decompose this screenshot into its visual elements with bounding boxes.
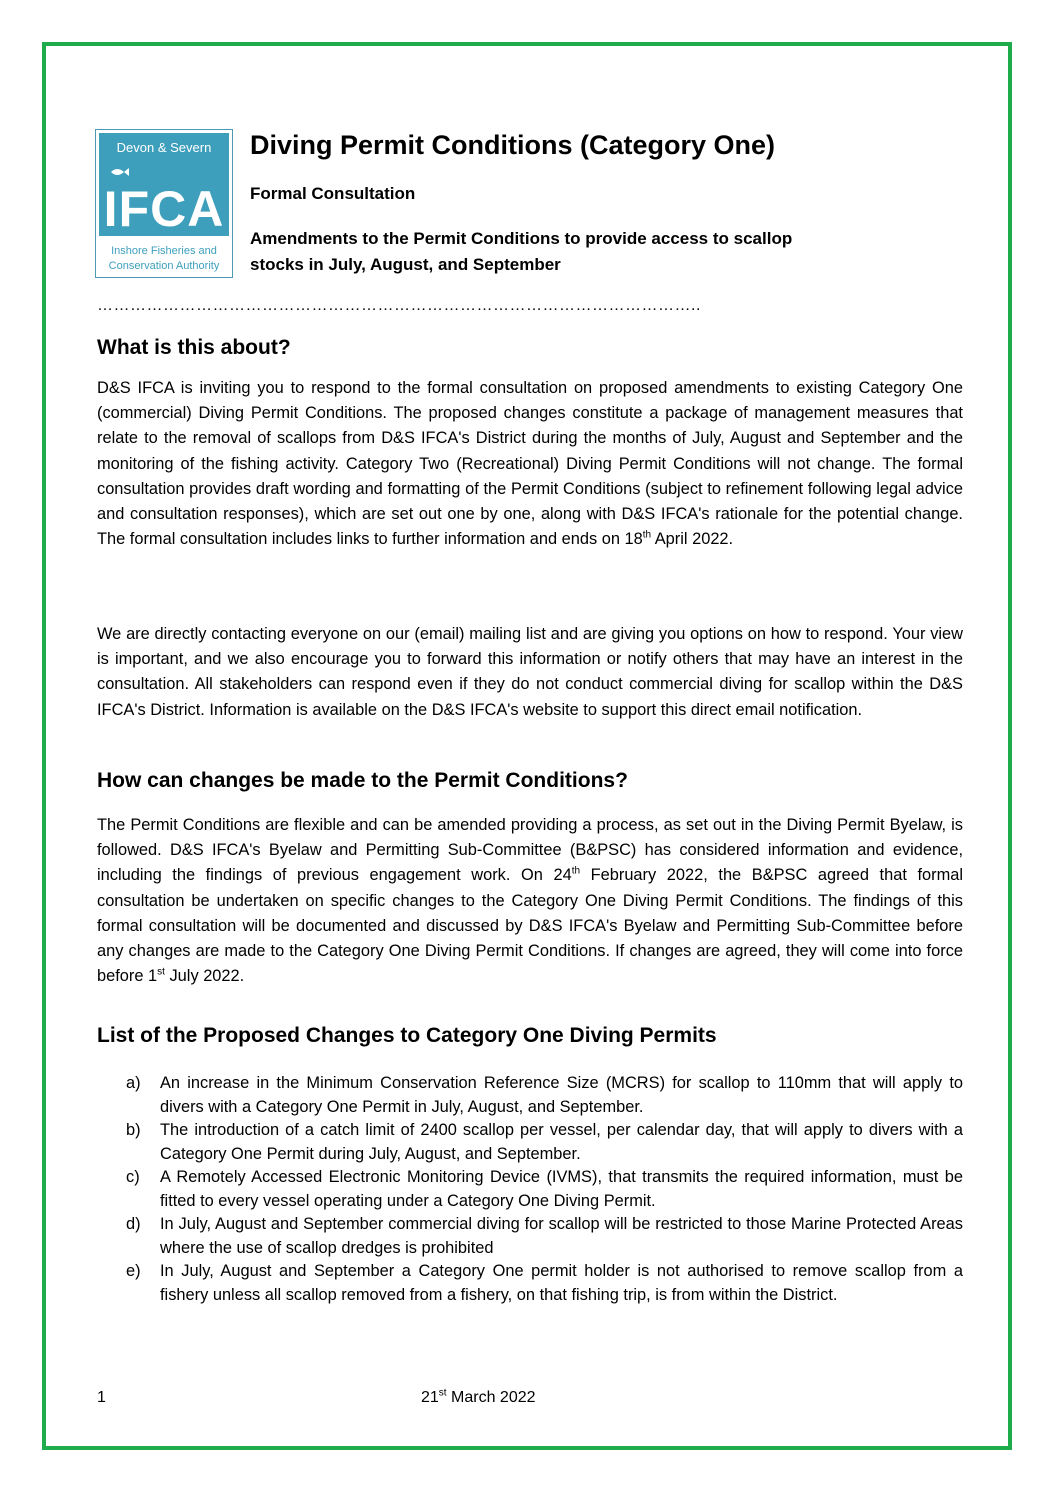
proposed-changes-list [97, 1072, 963, 1307]
about-paragraph-1: D&S IFCA is inviting you to respond to the formal consultation on proposed amendments to existing Category One (commercial) Diving Permit Conditions. The proposed changes constitute a package of management measures that relate to the removal of scallops from D&S IFCA's District during the months of July, August and September and the monitoring of the fishing activity. Category Two (Recreational) Diving Permit Conditions will not change. The formal consultation provides draft wording and formatting of the Permit Conditions (subject to refinement following legal advice and consultation responses), which are set out one by one, along with D&S IFCA's rationale for the potential change. The formal consultation includes links to further information and ends on 18th April 2022. [97, 379, 963, 549]
list-item: e) In July, August and September a Category One permit holder is not authorised to remove scallop from a fishery unless all scallop removed from a fishery, on that fishing trip, is from within the District. [126, 1262, 963, 1304]
section-heading-proposed: List of the Proposed Changes to Category One Diving Permits [97, 1024, 717, 1047]
section-heading-about: What is this about? [97, 336, 291, 359]
ifca-logo [95, 129, 233, 278]
list-item: d) In July, August and September commercial diving for scallop will be restricted to those Marine Protected Areas where the use of scallop dredges is prohibited [126, 1215, 963, 1257]
changes-paragraph: The Permit Conditions are flexible and can be amended providing a process, as set out in the Diving Permit Byelaw, is followed. D&S IFCA's Byelaw and Permitting Sub-Committee (B&PSC) has considered information and evidence, including the findings of previous engagement work. On 24th February 2022, the B&PSC agreed that formal consultation be undertaken on specific changes to the Category One Diving Permit Conditions. The findings of this formal consultation will be documented and discussed by D&S IFCA's Byelaw and Permitting Sub-Committee before any changes are made to the Category One Diving Permit Conditions. If changes are agreed, they will come into force before 1st July 2022. [97, 816, 964, 986]
document-title: Diving Permit Conditions (Category One) [250, 130, 776, 160]
about-paragraph-2: We are directly contacting everyone on our (email) mailing list and are giving you options on how to respond. Your view is important, and we also encourage you to forward this information or notify others that may have an interest in the consultation. All stakeholders can respond even if they do not conduct commercial diving for scallop within the D&S IFCA's District. Information is available on the D&S IFCA's website to support this direct email notification. [97, 625, 963, 719]
dotted-separator: ……………………………………………………………………………………………….. [97, 297, 701, 314]
logo-banner: Devon & Severn [99, 133, 229, 183]
document-subtitle: Formal Consultation [250, 184, 416, 203]
logo-mark: IFCA [99, 182, 229, 236]
fish-icon [110, 166, 130, 178]
page-number: 1 [97, 1389, 106, 1406]
list-item: b) The introduction of a catch limit of 2400 scallop per vessel, per calendar day, that will apply to divers with a Category One Permit during July, August, and September. [126, 1121, 963, 1163]
section-heading-changes: How can changes be made to the Permit Conditions? [97, 769, 628, 792]
amendment-heading: Amendments to the Permit Conditions to provide access to scallop stocks in July, August, and September [250, 229, 793, 274]
logo-subtitle: Inshore Fisheries and Conservation Authority [108, 245, 220, 272]
list-item: a) An increase in the Minimum Conservation Reference Size (MCRS) for scallop to 110mm that will apply to divers with a Category One Permit in July, August, and September. [126, 1074, 963, 1116]
list-item: c) A Remotely Accessed Electronic Monitoring Device (IVMS), that transmits the required information, must be fitted to every vessel operating under a Category One Diving Permit. [126, 1168, 963, 1210]
footer-date: 21st March 2022 [421, 1387, 536, 1406]
